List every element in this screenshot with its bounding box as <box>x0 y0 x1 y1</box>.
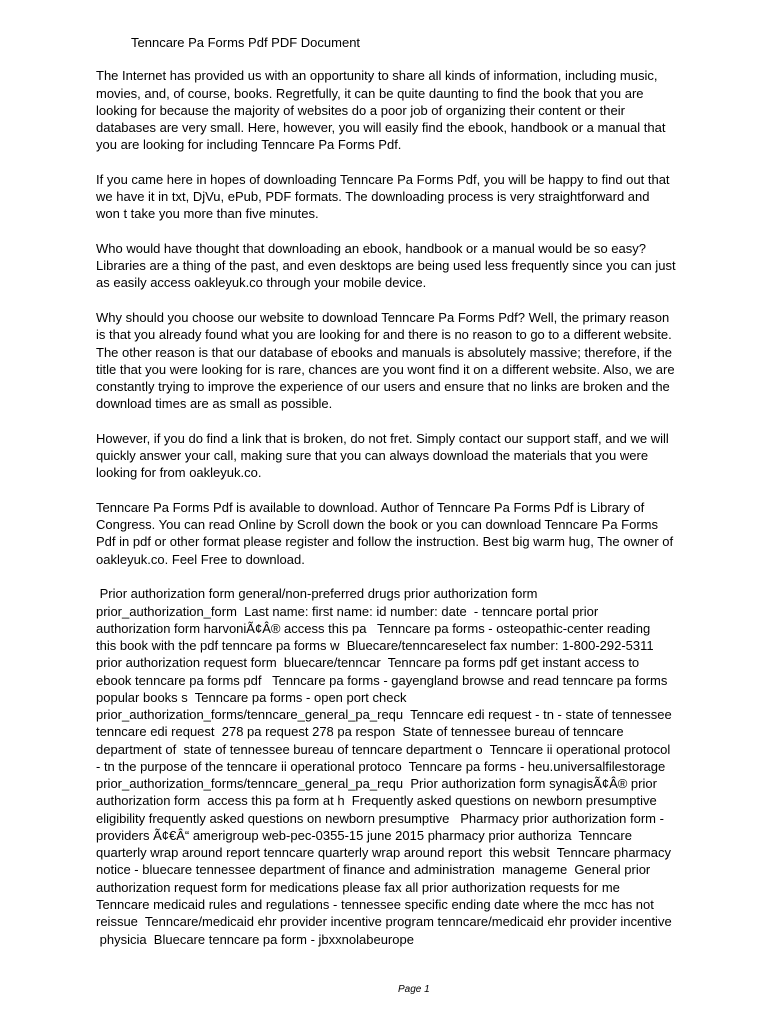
text-line: Libraries are a thing of the past, and even desktops are being used less frequently since you can just <box>96 258 676 274</box>
text-line: download times are as small as possible. <box>96 396 333 412</box>
document-title: Tenncare Pa Forms Pdf PDF Document <box>131 35 361 50</box>
text-line: as easily access oakleyuk.co through your mobile device. <box>96 275 427 291</box>
text-line: oakleyuk.co. Feel Free to download. <box>96 551 305 567</box>
text-line: you are looking for including Tenncare Pa Forms Pdf. <box>96 137 402 153</box>
text-line: reissue Tenncare/medicaid ehr provider incentive program tenncare/medicaid ehr provider incentive <box>96 914 672 930</box>
text-line: The Internet has provided us with an opportunity to share all kinds of information, including music, <box>96 68 658 84</box>
text-line: tenncare edi request 278 pa request 278 pa respon State of tennessee bureau of tenncare <box>96 724 624 740</box>
text-line: Tenncare medicaid rules and regulations - tennessee specific ending date where the mcc has not <box>96 897 654 913</box>
paragraph <box>96 499 756 568</box>
text-line: prior authorization request form bluecare/tenncar Tenncare pa forms pdf get instant access to <box>96 655 640 671</box>
page-number: Page 1 <box>398 984 430 995</box>
text-line: Pdf in pdf or other format please register and follow the instruction. Best big warm hug, The owner of <box>96 534 674 550</box>
paragraph <box>96 430 756 482</box>
text-line: The other reason is that our database of ebooks and manuals is absolutely massive; therefore, if the <box>96 344 672 360</box>
text-line: this book with the pdf tenncare pa forms w Bluecare/tenncareselect fax number: 1-800-292-5311 <box>96 638 654 654</box>
text-line: databases are very small. Here, however, you will easily find the ebook, handbook or a manual that <box>96 120 666 136</box>
text-line: quickly answer your call, making sure that you can always download the materials that you were <box>96 448 649 464</box>
text-line: prior_authorization_forms/tenncare_general_pa_requ Tenncare edi request - tn - state of tennessee <box>96 707 672 723</box>
paragraph <box>96 585 756 948</box>
text-line: department of state of tennessee bureau of tenncare department o Tenncare ii operational protocol <box>96 741 671 757</box>
text-line: is that you already found what you are looking for and there is no reason to go to a different website. <box>96 327 672 343</box>
text-line: constantly trying to improve the experience of our users and ensure that no links are broken and the <box>96 379 670 395</box>
text-line: ebook tenncare pa forms pdf Tenncare pa forms - gayengland browse and read tenncare pa forms <box>96 672 668 688</box>
text-line: won t take you more than five minutes. <box>96 206 319 222</box>
text-line: eligibility frequently asked questions on newborn presumptive Pharmacy prior authorization form - <box>96 810 664 826</box>
text-line: physicia Bluecare tenncare pa form - jbxxnolabeurope <box>96 931 414 947</box>
text-line: If you came here in hopes of downloading Tenncare Pa Forms Pdf, you will be happy to find out that <box>96 171 670 187</box>
text-line: authorization form harvoniÃ¢Â® access this pa Tenncare pa forms - osteopathic-center reading <box>96 620 651 636</box>
text-line: Congress. You can read Online by Scroll down the book or you can download Tenncare Pa Forms <box>96 517 658 533</box>
text-line: However, if you do find a link that is broken, do not fret. Simply contact our support staff, and we will <box>96 430 669 446</box>
text-line: looking for from oakleyuk.co. <box>96 465 262 481</box>
text-line: Tenncare Pa Forms Pdf is available to download. Author of Tenncare Pa Forms Pdf is Library of <box>96 499 645 515</box>
text-line: Who would have thought that downloading an ebook, handbook or a manual would be so easy? <box>96 240 646 256</box>
text-line: title that you were looking for is rare, chances are you wont find it on a different website. Also, we are <box>96 361 675 377</box>
text-line: - tn the purpose of the tenncare ii operational protoco Tenncare pa forms - heu.universalfilestorage <box>96 758 666 774</box>
document-page <box>96 34 756 965</box>
text-line: authorization form access this pa form at h Frequently asked questions on newborn presumptive <box>96 793 657 809</box>
text-line: notice - bluecare tennessee department of finance and administration manageme General prior <box>96 862 651 878</box>
text-line: looking for because the majority of websites do a poor job of organizing their content or their <box>96 102 625 118</box>
text-line: authorization request form for medications please fax all prior authorization requests for me <box>96 879 620 895</box>
text-line: quarterly wrap around report tenncare quarterly wrap around report this websit Tenncare pharmacy <box>96 845 671 861</box>
text-line: we have it in txt, DjVu, ePub, PDF formats. The downloading process is very straightforward and <box>96 189 650 205</box>
paragraph <box>96 240 756 292</box>
paragraph <box>96 67 756 153</box>
text-line: Prior authorization form general/non-preferred drugs prior authorization form <box>96 586 538 602</box>
text-line: providers Ã¢€Â“ amerigroup web-pec-0355-15 june 2015 pharmacy prior authoriza Tenncare <box>96 827 632 843</box>
paragraph <box>96 309 756 413</box>
text-line: prior_authorization_forms/tenncare_general_pa_requ Prior authorization form synagisÃ¢Â® prior <box>96 776 657 792</box>
text-line: Why should you choose our website to download Tenncare Pa Forms Pdf? Well, the primary reason <box>96 309 670 325</box>
paragraph <box>96 171 756 223</box>
text-line: popular books s Tenncare pa forms - open port check <box>96 689 407 705</box>
document-body <box>96 67 756 948</box>
text-line: movies, and, of course, books. Regretfully, it can be quite daunting to find the book that you are <box>96 85 644 101</box>
text-line: prior_authorization_form Last name: first name: id number: date - tenncare portal prior <box>96 603 599 619</box>
